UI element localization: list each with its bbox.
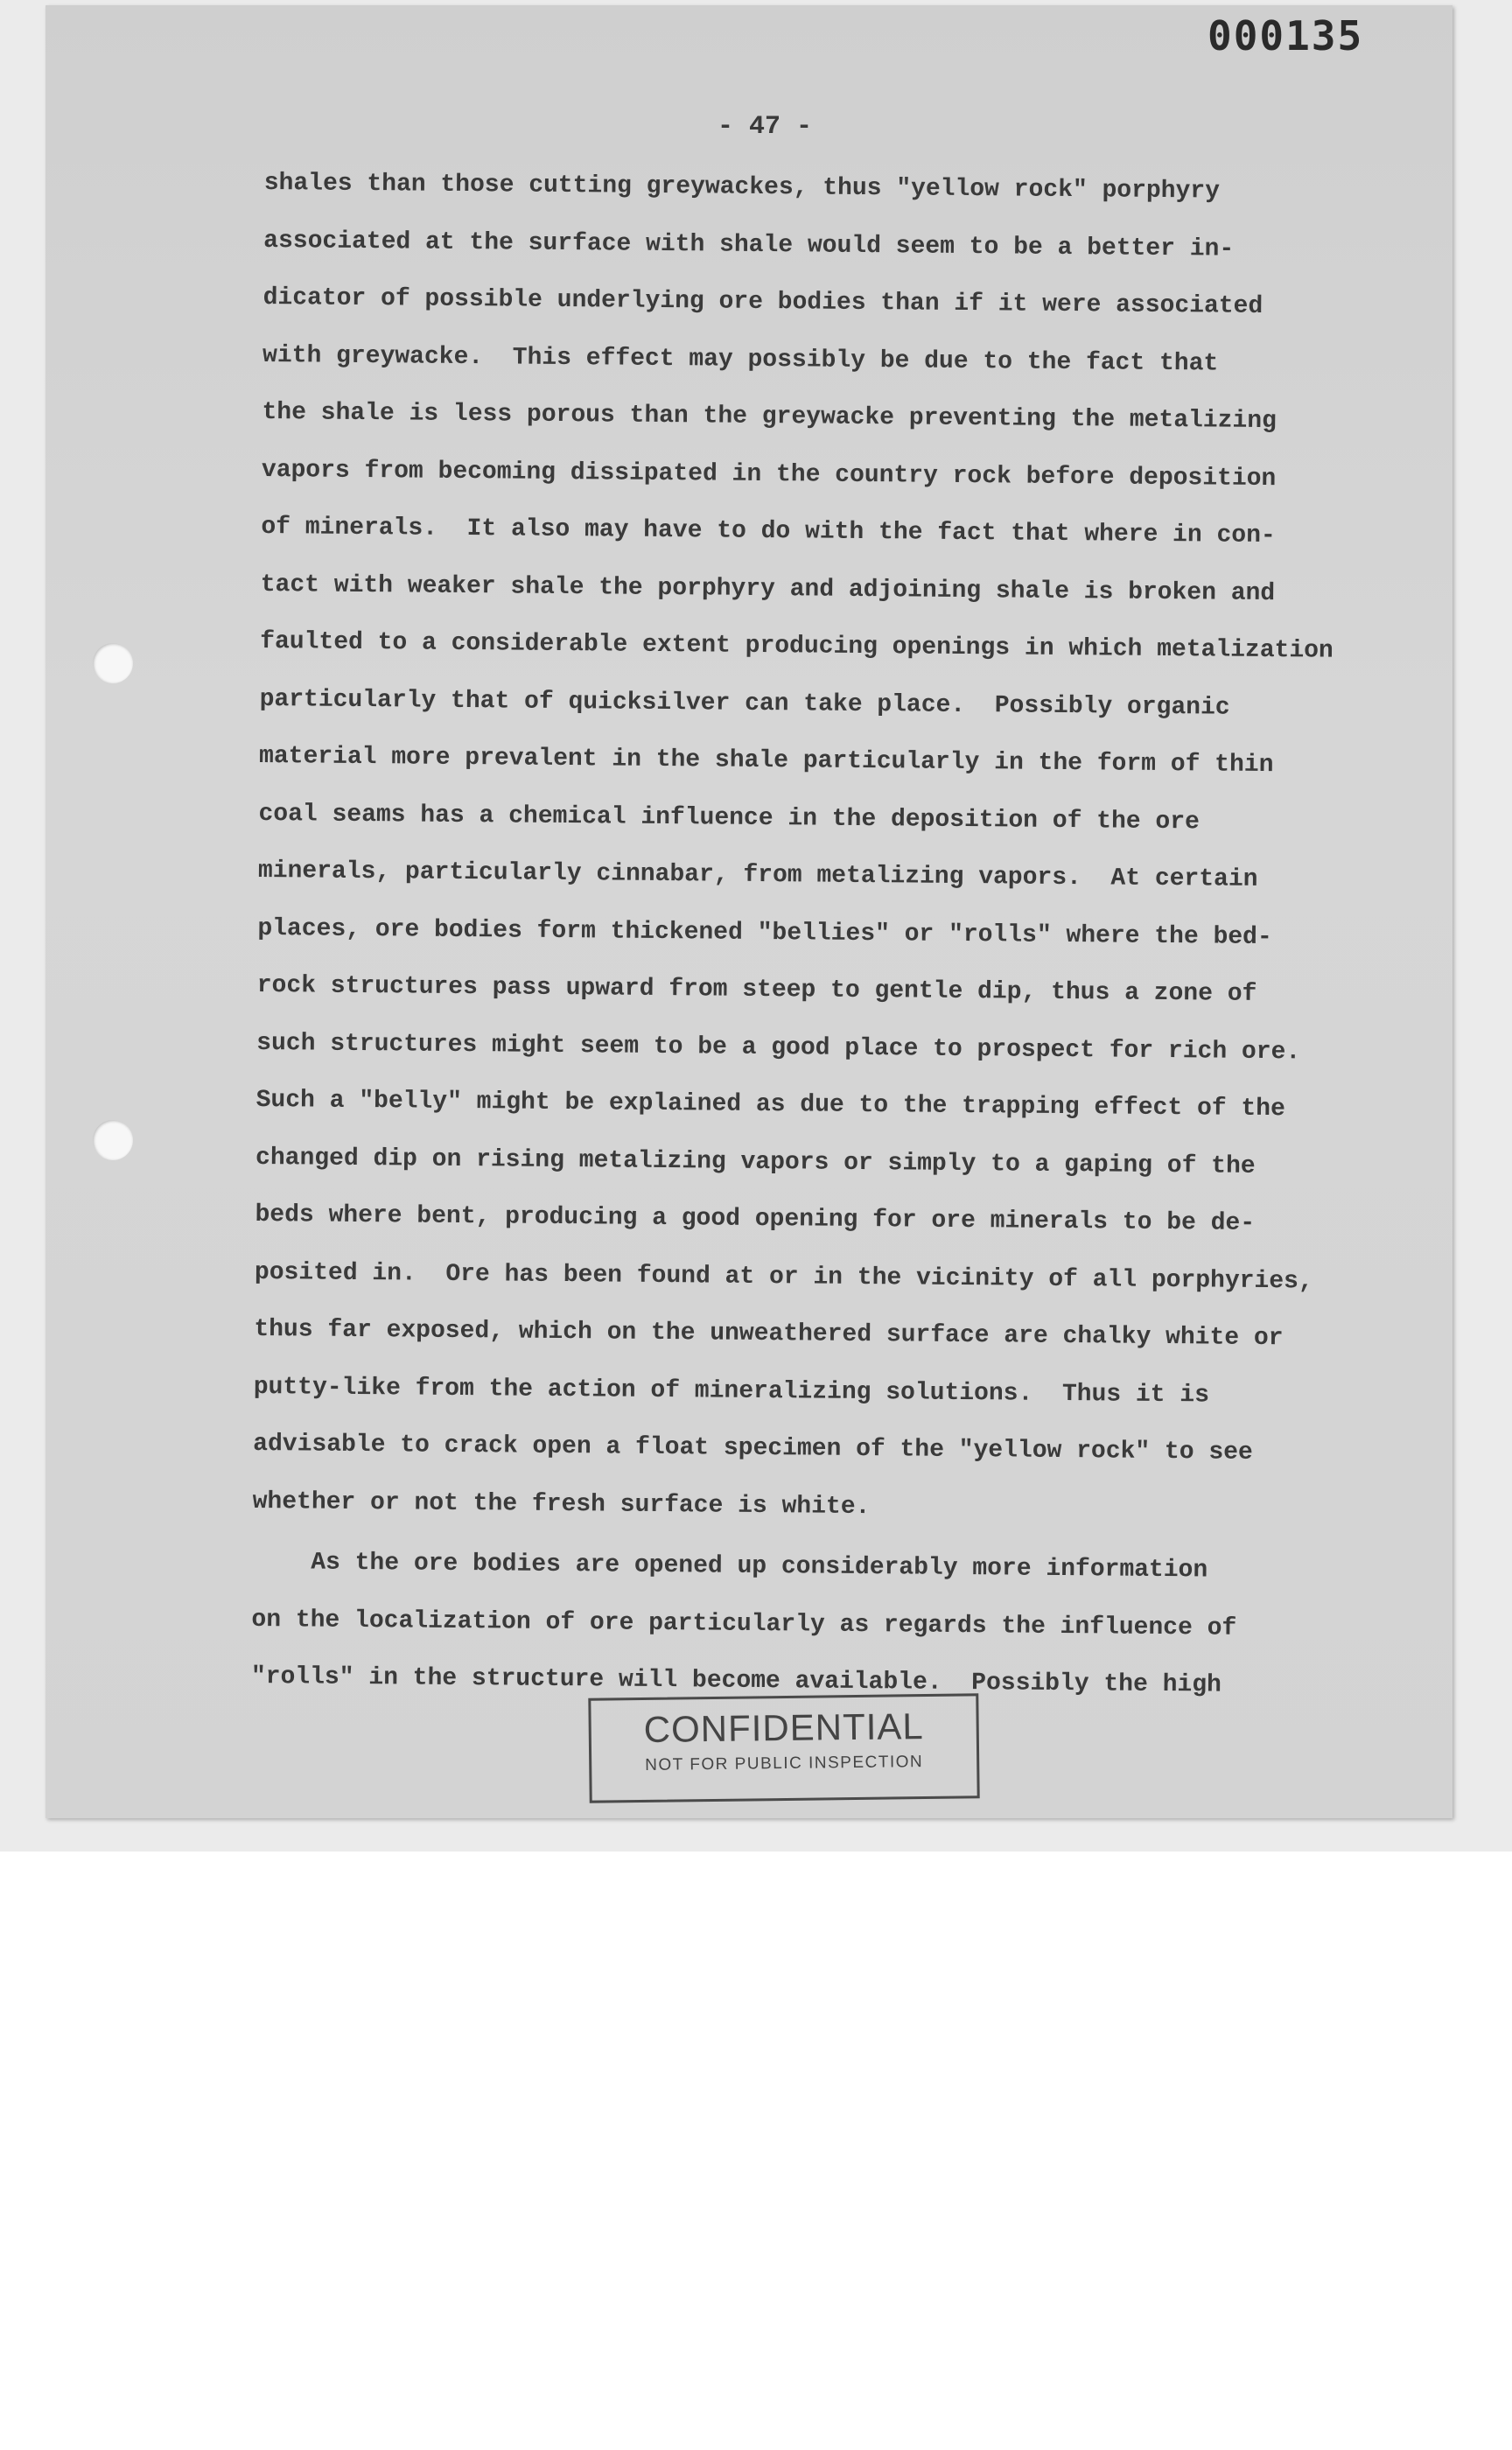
text-line: with greywacke. This effect may possibly be due to the fact that	[262, 341, 1219, 378]
text-line: rock structures pass upward from steep to gentle dip, thus a zone of	[256, 971, 1257, 1008]
serial-number: 000135	[1208, 12, 1364, 60]
text-line: faulted to a considerable extent producing openings in which metalization	[260, 627, 1334, 665]
text-line: tact with weaker shale the porphyry and adjoining shale is broken and	[260, 570, 1276, 607]
text-line: on the localization of ore particularly as regards the influence of	[251, 1606, 1237, 1642]
binder-hole-top	[93, 643, 133, 683]
text-line: changed dip on rising metalizing vapors or simply to a gaping of the	[255, 1144, 1256, 1180]
text-line: minerals, particularly cinnabar, from metalizing vapors. At certain	[257, 857, 1258, 893]
text-line: vapors from becoming dissipated in the country rock before deposition	[261, 456, 1277, 493]
text-line: posited in. Ore has been found at or in the vicinity of all porphyries,	[254, 1258, 1313, 1296]
page-number: - 47 -	[717, 112, 813, 142]
text-line: Such a "belly" might be explained as due to the trapping effect of the	[256, 1086, 1285, 1124]
text-line: advisable to crack open a float specimen of the "yellow rock" to see	[253, 1430, 1253, 1466]
text-line: beds where bent, producing a good opening for ore minerals to be de-	[255, 1200, 1256, 1237]
text-line: putty-like from the action of mineralizing solutions. Thus it is	[253, 1373, 1210, 1409]
text-line: coal seams has a chemical influence in the deposition of the ore	[258, 800, 1200, 836]
text-line: thus far exposed, which on the unweathered surface are chalky white or	[254, 1315, 1284, 1353]
text-line: "rolls" in the structure will become available. Possibly the high	[250, 1662, 1222, 1699]
text-line: the shale is less porous than the greywacke preventing the metalizing	[262, 398, 1278, 436]
text-line: shales than those cutting greywackes, thus "yellow rock" porphyry	[263, 169, 1221, 206]
text-line: whether or not the fresh surface is white.	[252, 1488, 871, 1521]
stamp-title: CONFIDENTIAL	[643, 1705, 925, 1750]
paragraph-1	[252, 164, 1402, 1550]
text-line: of minerals. It also may have to do with the fact that where in con-	[261, 513, 1276, 550]
confidential-stamp	[588, 1693, 979, 1802]
body-text	[251, 164, 1402, 1726]
text-line: As the ore bodies are opened up considerably more information	[251, 1548, 1208, 1585]
binder-hole-bottom	[93, 1120, 133, 1160]
text-line: such structures might seem to be a good place to prospect for rich ore.	[256, 1029, 1301, 1066]
text-line: associated at the surface with shale would seem to be a better in-	[263, 227, 1235, 263]
text-line: dicator of possible underlying ore bodies than if it were associated	[262, 284, 1264, 320]
stamp-subtitle: NOT FOR PUBLIC INSPECTION	[645, 1753, 924, 1774]
text-line: particularly that of quicksilver can take place. Possibly organic	[259, 685, 1230, 722]
text-line: places, ore bodies form thickened "bellies" or "rolls" where the bed-	[257, 914, 1272, 951]
text-line: material more prevalent in the shale particularly in the form of thin	[258, 742, 1274, 780]
